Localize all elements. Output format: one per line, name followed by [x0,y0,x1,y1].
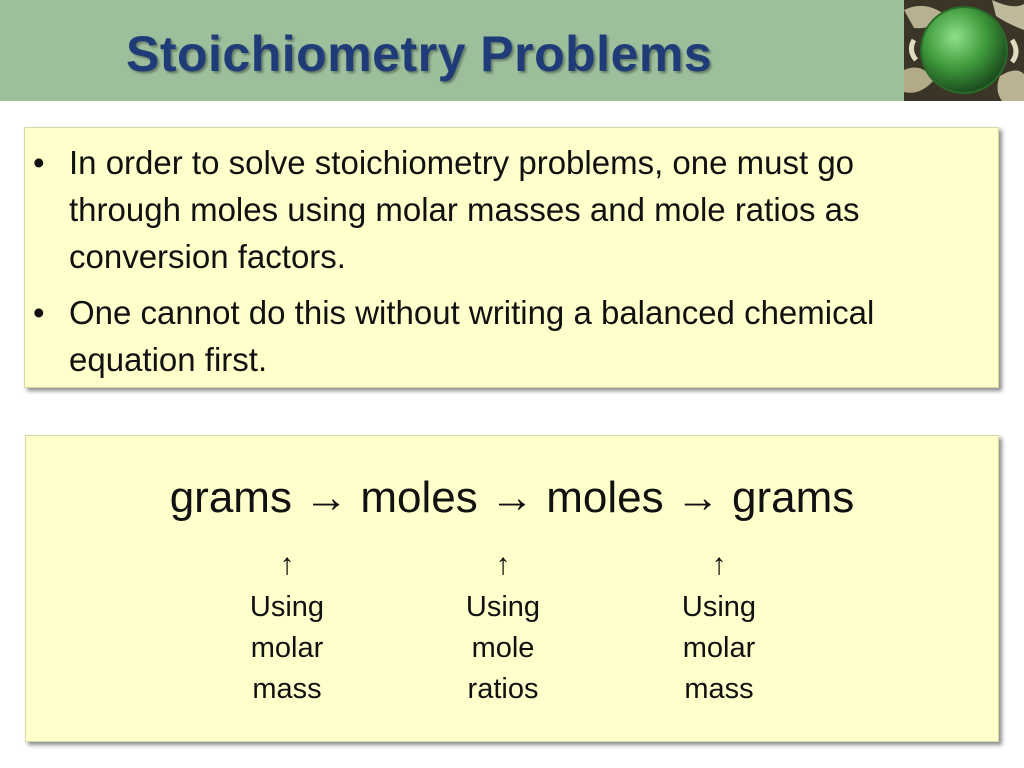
note-line: mass [252,673,322,705]
note-line: Using [465,591,541,623]
bullet-text: In order to solve stoichiometry problems, one must go through moles using molar masses and mole ratios as conversion factors. [69,144,860,275]
up-arrow-icon: ↑ [495,548,511,581]
note-line: molar [250,632,324,664]
sphere-illustration [904,0,1024,101]
conversion-card [25,435,999,742]
note-line: Using [249,591,325,623]
microscopic-sphere-image [904,0,1024,101]
title-bar [0,0,904,101]
note-line: mass [684,673,754,705]
note-line: ratios [467,673,539,705]
bullet-dot: • [33,144,45,181]
slide-title: Stoichiometry Problems [126,26,713,82]
note-line: mole [471,632,535,664]
up-arrow-icon: ↑ [279,548,295,581]
note-line: Using [681,591,757,623]
conversion-note [222,547,352,710]
up-arrow-icon: ↑ [711,548,727,581]
bullet-text: One cannot do this without writing a balanced chemical equation first. [69,294,875,378]
conversion-note [438,547,568,710]
conversion-equation: grams → moles → moles → grams [169,473,855,522]
note-line: molar [682,632,756,664]
conversion-note [654,547,784,710]
bullet-card [24,127,999,388]
bullet-dot: • [33,294,45,331]
